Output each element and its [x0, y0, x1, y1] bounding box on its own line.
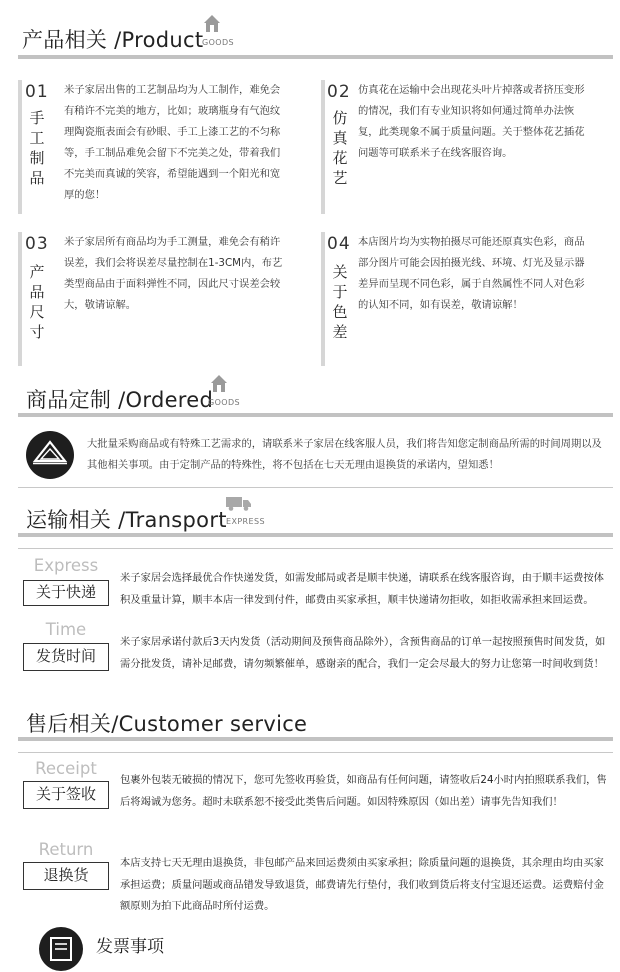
return-english-heading: Return: [38, 840, 94, 859]
invoice-icon: [38, 926, 84, 972]
section-divider: [18, 533, 613, 537]
time-description: 米子家居承诺付款后3天内发货（活动期间及预售商品除外），含预售商品的订单一起按照预售时间发货，如需分批发货，请补足邮费，请勿频繁催单，感谢亲的配合，我们一定会尽最大的努力让您第一时间收到货！: [120, 636, 606, 670]
express-english-heading: Express: [33, 556, 99, 575]
time-label-box: 发货时间: [23, 643, 109, 671]
item-number: 04: [327, 234, 351, 254]
item-description: 仿真花在运输中会出现花头叶片掉落或者挤压变形的情况，我们有专业知识将如何通过简单办法恢复，此类现象不属于质量问题。关于整体花艺插花问题等可联系米子在线客服咨询。: [358, 84, 585, 159]
goods-label: GOODS: [202, 38, 235, 47]
truck-icon: [226, 497, 252, 511]
item-vertical-label: 仿真花艺: [332, 109, 348, 187]
item-number: 02: [327, 82, 351, 102]
receipt-english-heading: Receipt: [35, 759, 97, 778]
item-vertical-label: 关于色差: [332, 263, 348, 341]
product-section-title: 产品相关 /Product: [22, 28, 204, 52]
item-accent-bar: [321, 232, 325, 366]
item-accent-bar: [321, 80, 325, 214]
express-label-box: 关于快递: [23, 580, 109, 606]
item-description: 米子家居所有商品均为手工测量，难免会有稍许误差，我们会将误差尽量控制在1-3CM内，布艺类型商品由于面料弹性不同，因此尺寸误差会较大，敬请谅解。: [64, 236, 283, 311]
ordered-section-title: 商品定制 /Ordered: [26, 388, 214, 412]
return-description: 本店支持七天无理由退换货，非包邮产品来回运费须由买家承担；除质量问题的退换货，其余理由均由买家承担运费；质量问题或商品错发导致退货，邮费请先行垫付，我们收到货后将支付宝退还运费。运费赔付金额原则为拍下此商品时所付运费。: [120, 857, 604, 912]
ordered-description: 大批量采购商品或有特殊工艺需求的，请联系米子家居在线客服人员，我们将告知您定制商品所需的时间周期以及其他相关事项。由于定制产品的特殊性，将不包括在七天无理由退换货的承诺内，望知悉！: [87, 438, 602, 471]
home-icon: [210, 374, 228, 393]
item-vertical-label: 手工制品: [29, 109, 45, 187]
item-description: 本店图片均为实物拍摄尽可能还原真实色彩，商品部分图片可能会因拍摄光线、环境、灯光及显示器差异而呈现不同色彩，属于自然属性不同人对色彩的认知不同，如有误差，敬请谅解！: [358, 236, 585, 311]
item-accent-bar: [18, 80, 22, 214]
receipt-label-box: 关于签收: [23, 781, 109, 809]
item-description: 米子家居出售的工艺制品均为人工制作，难免会有稍许不完美的地方，比如；玻璃瓶身有气泡纹理陶瓷瓶表面会有砂眼、手工上漆工艺的不匀称等，手工制品难免会留下不完美之处，带着我们不完美而真诚的笑容，希望能遇到一个阳光和宽厚的您！: [64, 84, 281, 201]
express-label: EXPRESS: [226, 517, 265, 526]
section-divider: [18, 737, 613, 741]
section-divider: [18, 55, 613, 59]
goods-label: GOODS: [208, 398, 241, 407]
time-english-heading: Time: [45, 620, 87, 639]
home-icon: [203, 14, 221, 33]
item-number: 03: [25, 234, 49, 254]
service-section-title: 售后相关/Customer service: [26, 712, 308, 736]
section-divider: [18, 752, 613, 753]
custom-order-icon: [25, 430, 75, 480]
receipt-description: 包裹外包装无破损的情况下，您可先签收再验货，如商品有任何问题，请签收后24小时内拍照联系我们，售后将竭诚为您务。超时未联系恕不接受此类售后问题。如因特殊原因（如出差）请事先告知我们！: [120, 774, 607, 808]
express-description: 米子家居会选择最优合作快递发货，如需发邮局或者是顺丰快递，请联系在线客服咨询，由于顺丰运费按体积及重量计算，顺丰本店一律发到付件，邮费由买家承担，顺丰快递请勿拒收，如拒收需承担来回运费。: [120, 572, 604, 606]
section-divider: [18, 548, 613, 549]
invoice-section-title: 发票事项: [96, 937, 164, 957]
item-number: 01: [25, 82, 49, 102]
transport-section-title: 运输相关 /Transport: [26, 508, 227, 532]
item-accent-bar: [18, 232, 22, 366]
return-label-box: 退换货: [23, 862, 109, 890]
section-divider: [18, 413, 613, 417]
item-vertical-label: 产品尺寸: [29, 263, 45, 341]
section-divider: [18, 487, 613, 488]
